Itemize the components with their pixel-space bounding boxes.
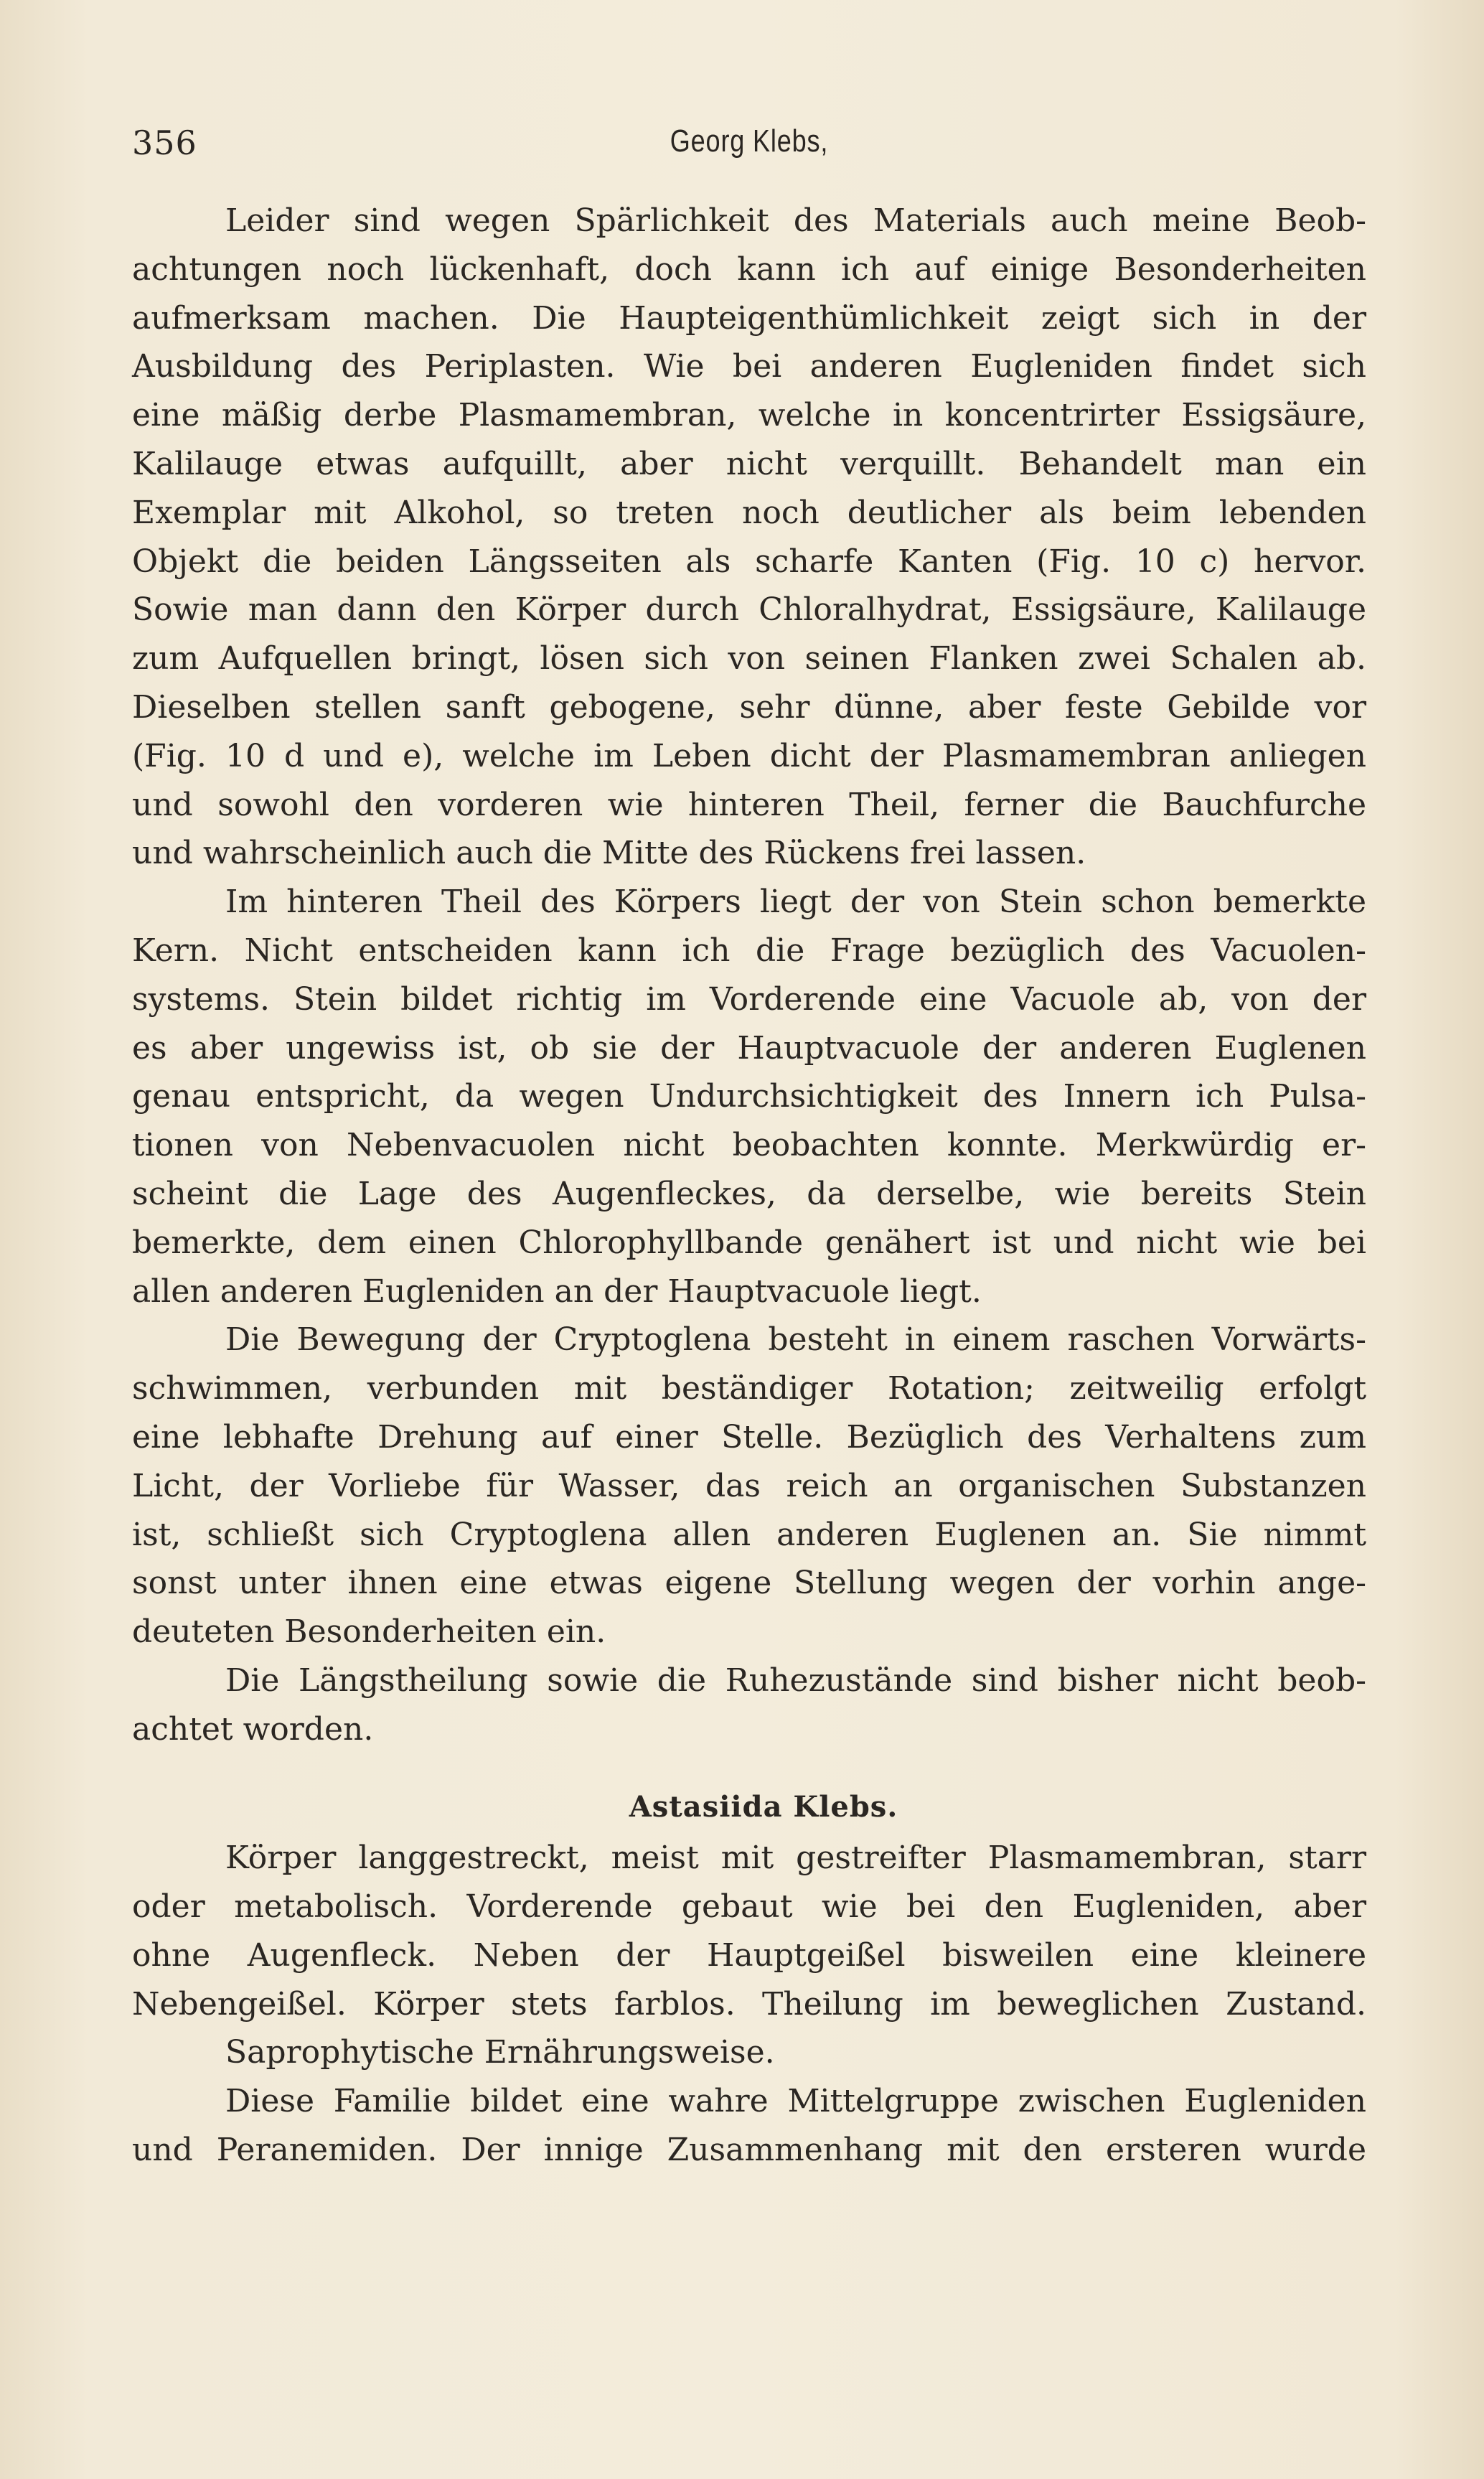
running-head (132, 123, 1366, 174)
text-line: Im hinteren Theil des Körpers liegt der von Stein schon bemerkte (225, 884, 1366, 921)
text-line: (Fig. 10 d und e), welche im Leben dicht der Plasmamembran anliegen (132, 737, 1366, 774)
text-line: bemerkte, dem einen Chlorophyllbande genähert ist und nicht wie bei (132, 1224, 1366, 1261)
text-block-after-heading (132, 1834, 1366, 2175)
text-line: Kalilauge etwas aufquillt, aber nicht verquillt. Behandelt man ein (132, 445, 1366, 482)
text-line: Saprophytische Ernährungsweise. (225, 2034, 775, 2071)
text-block-before-heading (132, 197, 1366, 1754)
text-line: scheint die Lage des Augenfleckes, da derselbe, wie bereits Stein (132, 1175, 1366, 1212)
text-line: aufmerksam machen. Die Haupteigenthümlichkeit zeigt sich in der (132, 299, 1366, 337)
text-line: achtet worden. (132, 1710, 374, 1748)
page-body (132, 197, 1366, 2175)
text-line: Die Längstheilung sowie die Ruhezustände sind bisher nicht beob- (225, 1662, 1366, 1699)
text-line: achtungen noch lückenhaft, doch kann ich auf einige Besonderheiten (132, 250, 1366, 288)
text-line: Kern. Nicht entscheiden kann ich die Frage bezüglich des Vacuolen- (132, 932, 1366, 969)
text-line: und sowohl den vorderen wie hinteren Theil, ferner die Bauchfurche (132, 786, 1366, 823)
text-line: Die Bewegung der Cryptoglena besteht in einem raschen Vorwärts- (225, 1321, 1366, 1359)
text-line: Nebengeißel. Körper stets farblos. Theilung im beweglichen Zustand. (132, 1985, 1366, 2023)
text-line: genau entspricht, da wegen Undurchsichtigkeit des Innern ich Pulsa- (132, 1078, 1366, 1115)
text-line: Licht, der Vorliebe für Wasser, das reich an organischen Substanzen (132, 1467, 1366, 1504)
text-line: Diese Familie bildet eine wahre Mittelgruppe zwischen Eugleniden (225, 2083, 1366, 2120)
text-line: ohne Augenfleck. Neben der Hauptgeißel bisweilen eine kleinere (132, 1936, 1366, 1974)
text-line: Körper langgestreckt, meist mit gestreifter Plasmamembran, starr (225, 1840, 1366, 1877)
text-line: Dieselben stellen sanft gebogene, sehr dünne, aber feste Gebilde vor (132, 688, 1366, 726)
text-line: Leider sind wegen Spärlichkeit des Materials auch meine Beob- (225, 202, 1366, 239)
text-line: oder metabolisch. Vorderende gebaut wie bei den Eugleniden, aber (132, 1888, 1366, 1926)
text-line: sonst unter ihnen eine etwas eigene Stellung wegen der vorhin ange- (132, 1565, 1366, 1602)
text-line: ist, schließt sich Cryptoglena allen anderen Euglenen an. Sie nimmt (132, 1516, 1366, 1553)
text-line: und wahrscheinlich auch die Mitte des Rückens frei lassen. (132, 835, 1086, 872)
text-line: tionen von Nebenvacuolen nicht beobachten konnte. Merkwürdig er- (132, 1127, 1366, 1164)
text-line: Sowie man dann den Körper durch Chloralhydrat, Essigsäure, Kalilauge (132, 591, 1366, 629)
text-line: eine mäßig derbe Plasmamembran, welche in koncentrirter Essigsäure, (132, 397, 1366, 434)
text-line: schwimmen, verbunden mit beständiger Rotation; zeitweilig erfolgt (132, 1370, 1366, 1407)
text-line: systems. Stein bildet richtig im Vorderende eine Vacuole ab, von der (132, 980, 1366, 1018)
text-line: Ausbildung des Periplasten. Wie bei anderen Eugleniden findet sich (132, 348, 1366, 385)
text-line: deuteten Besonderheiten ein. (132, 1613, 606, 1651)
section-heading: Astasiida Klebs. (629, 1789, 898, 1824)
text-line: zum Aufquellen bringt, lösen sich von seinen Flanken zwei Schalen ab. (132, 640, 1366, 678)
text-line: Exemplar mit Alkohol, so treten noch deutlicher als beim lebenden (132, 494, 1366, 531)
text-line: allen anderen Eugleniden an der Hauptvacuole liegt. (132, 1273, 982, 1310)
page-number: 356 (132, 123, 197, 162)
text-line: Objekt die beiden Längsseiten als scharfe Kanten (Fig. 10 c) hervor. (132, 543, 1366, 580)
text-line: es aber ungewiss ist, ob sie der Hauptvacuole der anderen Euglenen (132, 1029, 1366, 1067)
text-line: eine lebhafte Drehung auf einer Stelle. Bezüglich des Verhaltens zum (132, 1418, 1366, 1456)
running-title: Georg Klebs, (670, 123, 829, 159)
text-line: und Peranemiden. Der innige Zusammenhang mit den ersteren wurde (132, 2132, 1366, 2169)
